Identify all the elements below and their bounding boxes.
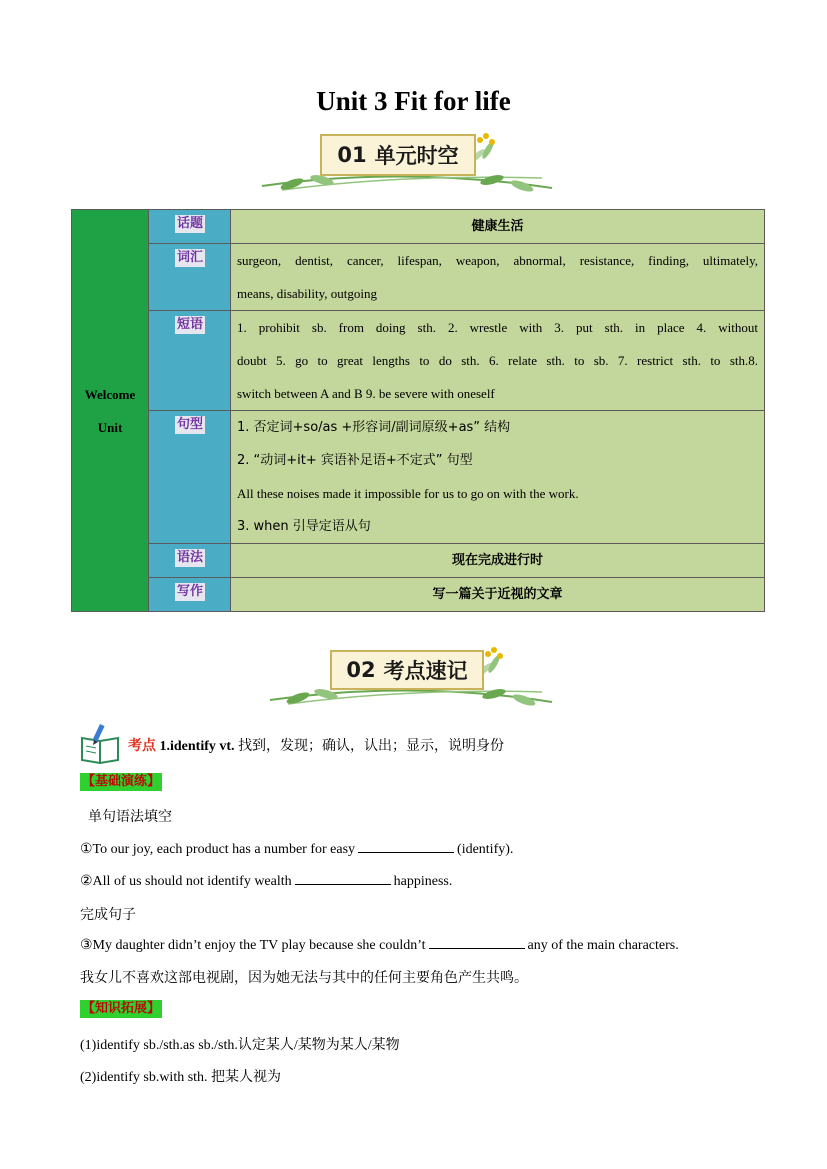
category-cell [149,311,231,411]
question-3 [80,936,679,954]
question-text: happiness. [393,874,453,889]
category-cell [149,544,231,578]
category-label: 词汇 [177,250,204,265]
question-text: (identify). [457,842,514,857]
category-label: 话题 [177,216,204,231]
section-banner-key-points [262,644,558,716]
key-point-word: 1.identify vt. [159,739,235,754]
content-line: means, disability, outgoing [237,286,377,301]
table-row [72,210,765,244]
content-line: switch between A and B 9. be severe with oneself [237,386,495,401]
content-line: 1. 否定词+so/as +形容词/副词原级+as” 结构 [237,420,511,435]
table-row [72,244,765,311]
content-line: All these noises made it impossible for us to go on with the work. [237,486,579,501]
category-cell [149,411,231,544]
tag-knowledge-extension: 【知识拓展】 [82,1001,161,1016]
unit-overview-table [71,209,765,612]
content-line: 健康生活 [471,219,524,234]
question-text: ①To our joy, each product has a number for easy [80,842,356,857]
key-point-meaning: 找到，发现；确认，认出；显示，说明身份 [238,738,505,754]
banner-number: 01 [337,143,367,167]
question-1 [80,840,513,858]
content-line: 写一篇关于近视的文章 [432,587,563,602]
key-point-label: 考点 [128,738,156,754]
table-row [72,311,765,411]
question-text: ③My daughter didn’t enjoy the TV play because she couldn’t [80,938,426,953]
question-text: ②All of us should not identify wealth [80,874,292,889]
category-cell [149,244,231,311]
banner-label-box [320,134,476,176]
category-cell [149,210,231,244]
banner-text: 考点速记 [383,659,468,683]
extension-item: (2)identify sb.with sth. 把某人视为 [80,1070,282,1085]
content-line: surgeon, dentist, cancer, lifespan, weapon, abnormal, resistance, finding, ultimately, [237,253,758,268]
content-line: 1. prohibit sb. from doing sth. 2. wrestle with 3. put sth. in place 4. without [237,320,758,335]
tag-basic-practice: 【基础演练】 [82,774,161,789]
answer-blank[interactable] [429,936,525,949]
unit-name-cell [72,210,149,612]
table-row [72,544,765,578]
content-cell [231,544,765,578]
content-cell [231,578,765,612]
table-row [72,411,765,544]
content-line: 现在完成进行时 [451,553,543,568]
question-text: any of the main characters. [527,938,679,953]
banner-text: 单元时空 [374,144,459,168]
content-cell [231,311,765,411]
content-cell [231,210,765,244]
section-heading: 完成句子 [80,907,136,923]
category-label: 短语 [177,317,204,332]
banner-number: 02 [346,658,376,682]
key-point-heading [128,735,504,755]
answer-blank[interactable] [295,872,391,885]
unit-name-line: Welcome [84,386,136,402]
section-heading: 单句语法填空 [88,809,172,825]
content-line: doubt 5. go to great lengths to do sth. 6. relate sth. to sb. 7. restrict sth. to sth.8. [237,353,758,368]
extension-item: (1)identify sb./sth.as sb./sth.认定某人/某物为某人/某物 [80,1038,400,1053]
question-3-translation: 我女儿不喜欢这部电视剧，因为她无法与其中的任何主要角色产生共鸣。 [80,970,528,986]
table-row [72,578,765,612]
content-line: 3. when 引导定语从句 [237,519,371,534]
content-line: 2. “动词+it+ 宾语补足语+不定式” 句型 [237,453,473,468]
content-cell [231,244,765,311]
question-2 [80,872,452,890]
category-cell [149,578,231,612]
book-pencil-icon [80,722,122,764]
category-label: 语法 [177,550,204,565]
content-cell [231,411,765,544]
section-banner-unit-overview [252,128,562,204]
answer-blank[interactable] [358,840,454,853]
banner-label-box [330,650,484,690]
category-label: 句型 [177,417,204,432]
unit-name-line: Unit [97,419,123,435]
category-label: 写作 [177,584,204,599]
page-title: Unit 3 Fit for life [316,86,511,116]
